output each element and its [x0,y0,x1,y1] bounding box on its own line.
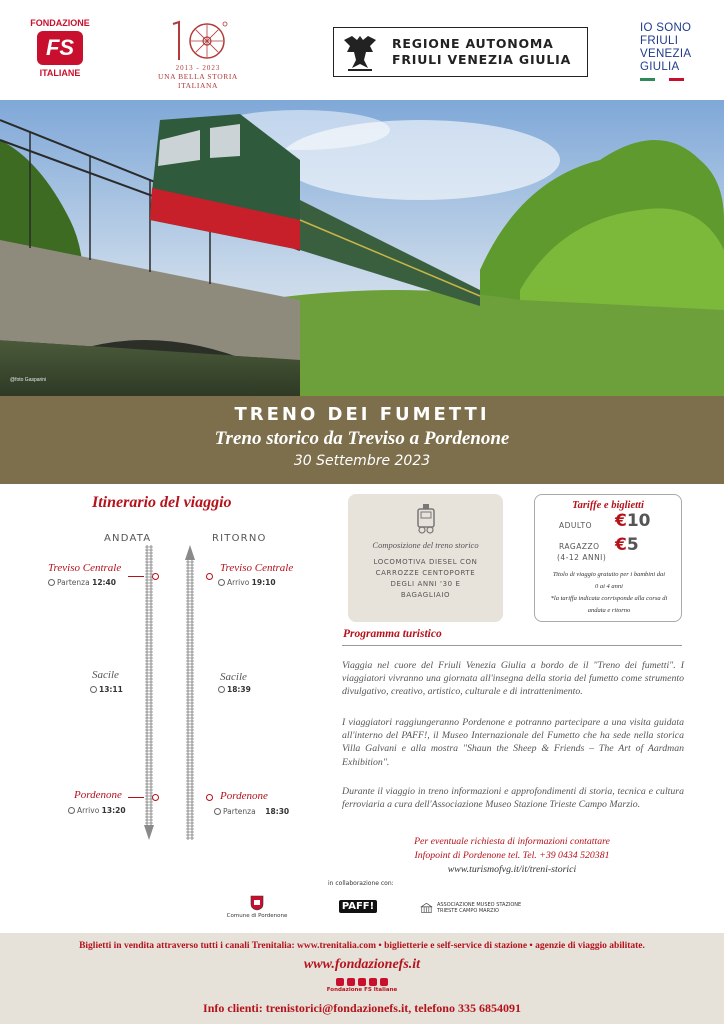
child-label: RAGAZZO [559,542,600,551]
return-stop-sacile: Sacile [220,671,247,683]
return-treviso-time: Arrivo 19:10 [218,578,276,587]
clock-icon [68,807,75,814]
partner-comune-pordenone: Comune di Pordenone [222,895,292,919]
clock-icon [218,686,225,693]
outbound-sacile-time: 13:11 [90,685,123,694]
program-title: Programma turistico [343,628,442,640]
youtube-icon[interactable] [347,978,355,986]
contact-web-link[interactable]: www.turismofvg.it/it/treni-storici [447,864,577,875]
program-divider [342,645,682,646]
anniversary-logo [150,18,246,90]
italian-flag-stripe [640,78,684,81]
anniversary-motto: UNA BELLA STORIA ITALIANA [158,72,238,90]
fvg-line2: FRIULI [640,35,679,47]
itinerary-title: Itinerario del viaggio [92,494,232,511]
program-paragraph-2: I viaggiatori raggiungeranno Pordenone e potranno partecipare a una visita guidata all'interno del PAFF!, il Museo Internazionale del Fumetto che ha sede nella storica Villa Galvani e alla mostra "Shaun the Sheep & Friends – The Art of Aardman Exhibition". [342,717,684,768]
return-stop-treviso: Treviso Centrale [220,562,294,574]
adult-label: ADULTO [559,521,593,530]
return-treviso-dot [206,573,213,580]
clock-icon [218,579,225,586]
adult-price: €10 [615,511,651,531]
fondazione-fs-logo [28,18,92,78]
return-track-arrow-up [185,545,195,840]
return-pordenone-dot [206,794,213,801]
pordenone-crest-icon [250,895,264,911]
anniversary-wheel-icon [163,18,233,64]
infopoint-contact [342,835,682,877]
outbound-treviso-connector [128,576,144,577]
outbound-treviso-dot [152,573,159,580]
fs-logo-top-text: FONDAZIONE [30,18,90,28]
tariff-notes: Titolo di viaggio gratuito per i bambini dai 0 ai 4 anni *la tariffa indicata corrisponde alla corsa di andata e ritorno [550,571,668,614]
composition-description: LOCOMOTIVA DIESEL CON CARROZZE CENTOPORTE DEGLI ANNI '30 E BAGAGLIAIO [373,558,478,599]
contact-line-2: Infopoint di Pordenone tel. Tel. +39 0434 520381 [414,850,610,861]
clock-icon [90,686,97,693]
event-title: TRENO DEI FUMETTI [234,404,490,425]
social-icons [0,978,724,986]
return-stop-pordenone: Pordenone [220,790,268,802]
composition-label: Composizione del treno storico [372,540,479,550]
program-paragraph-1: Viaggia nel cuore del Friuli Venezia Giulia a bordo de il "Treno dei fumetti". I viaggiatori vivranno una giornata all'insegna della storia del fumetto come strumento divulgativo, creativo, artistico, culturale e di intrattenimento. [342,660,684,698]
outbound-treviso-time: Partenza 12:40 [48,578,116,587]
return-label: RITORNO [212,533,267,544]
instagram-icon[interactable] [358,978,366,986]
outbound-label: ANDATA [104,533,152,544]
hero-photo-historic-train [0,100,724,398]
contact-line-1: Per eventuale richiesta di informazioni contattare [414,836,610,847]
program-paragraph-3: Durante il viaggio in treno informazioni e approfondimenti di storia, tecnica e cultura ferroviaria a cura dell'Associazione Museo Stazione Trieste Campo Marzio. [342,786,684,811]
photo-credit: @foto Gasparini [10,377,47,383]
child-price: €5 [615,535,639,555]
event-subtitle: Treno storico da Treviso a Pordenone [214,428,510,449]
event-date: 30 Settembre 2023 [293,453,431,469]
io-sono-fvg-logo [640,22,691,81]
partner-paff: PAFF! [336,900,380,913]
title-banner [0,396,724,484]
customer-info-contact: Info clienti: trenistorici@fondazionefs.it, telefono 335 6854091 [203,1001,521,1015]
child-age-range: (4-12 ANNI) [557,553,607,562]
outbound-pordenone-dot [152,794,159,801]
museum-building-icon [420,898,433,918]
region-line2: FRIULI VENEZIA GIULIA [392,52,572,67]
fondazione-website-link[interactable]: www.fondazionefs.it [303,957,421,972]
fs-logo-bottom-text: ITALIANE [39,68,81,78]
outbound-pordenone-time: Arrivo 13:20 [68,806,126,815]
region-logo [333,27,588,77]
facebook-icon[interactable] [336,978,344,986]
fvg-line1: IO SONO [640,22,692,34]
return-pordenone-time: Partenza 18:30 [214,807,289,816]
locomotive-icon [416,504,436,534]
collaboration-label: in collaborazione con: [328,880,394,887]
tariffs-title: Tariffe e biglietti [572,500,644,511]
fvg-line3: VENEZIA [640,48,692,60]
partner-museo-stazione: ASSOCIAZIONE MUSEO STAZIONE TRIESTE CAMPO MARZIO [420,898,524,918]
anniversary-years: 2013 - 2023 [175,64,221,72]
ticket-sales-info: Biglietti in vendita attraverso tutti i canali Trenitalia: www.trenitalia.com • biglietterie e self-service di stazione • agenzie di viaggio abilitate. [79,941,645,951]
outbound-stop-pordenone: Pordenone [74,789,122,801]
x-icon[interactable] [380,978,388,986]
fs-logo-mark: FS [37,31,83,65]
clock-icon [214,808,221,815]
region-line1: REGIONE AUTONOMA [392,36,554,51]
clock-icon [48,579,55,586]
outbound-stop-sacile: Sacile [92,669,119,681]
pinterest-icon[interactable] [369,978,377,986]
return-sacile-time: 18:39 [218,685,251,694]
outbound-stop-treviso: Treviso Centrale [48,562,122,574]
outbound-pordenone-connector [128,797,144,798]
train-composition-box [348,494,503,622]
footer-brand: Fondazione FS Italiane [326,987,398,993]
eagle-icon [340,30,380,74]
tariffs-box [534,494,682,622]
footer [0,933,724,1024]
fvg-line4: GIULIA [640,61,680,73]
